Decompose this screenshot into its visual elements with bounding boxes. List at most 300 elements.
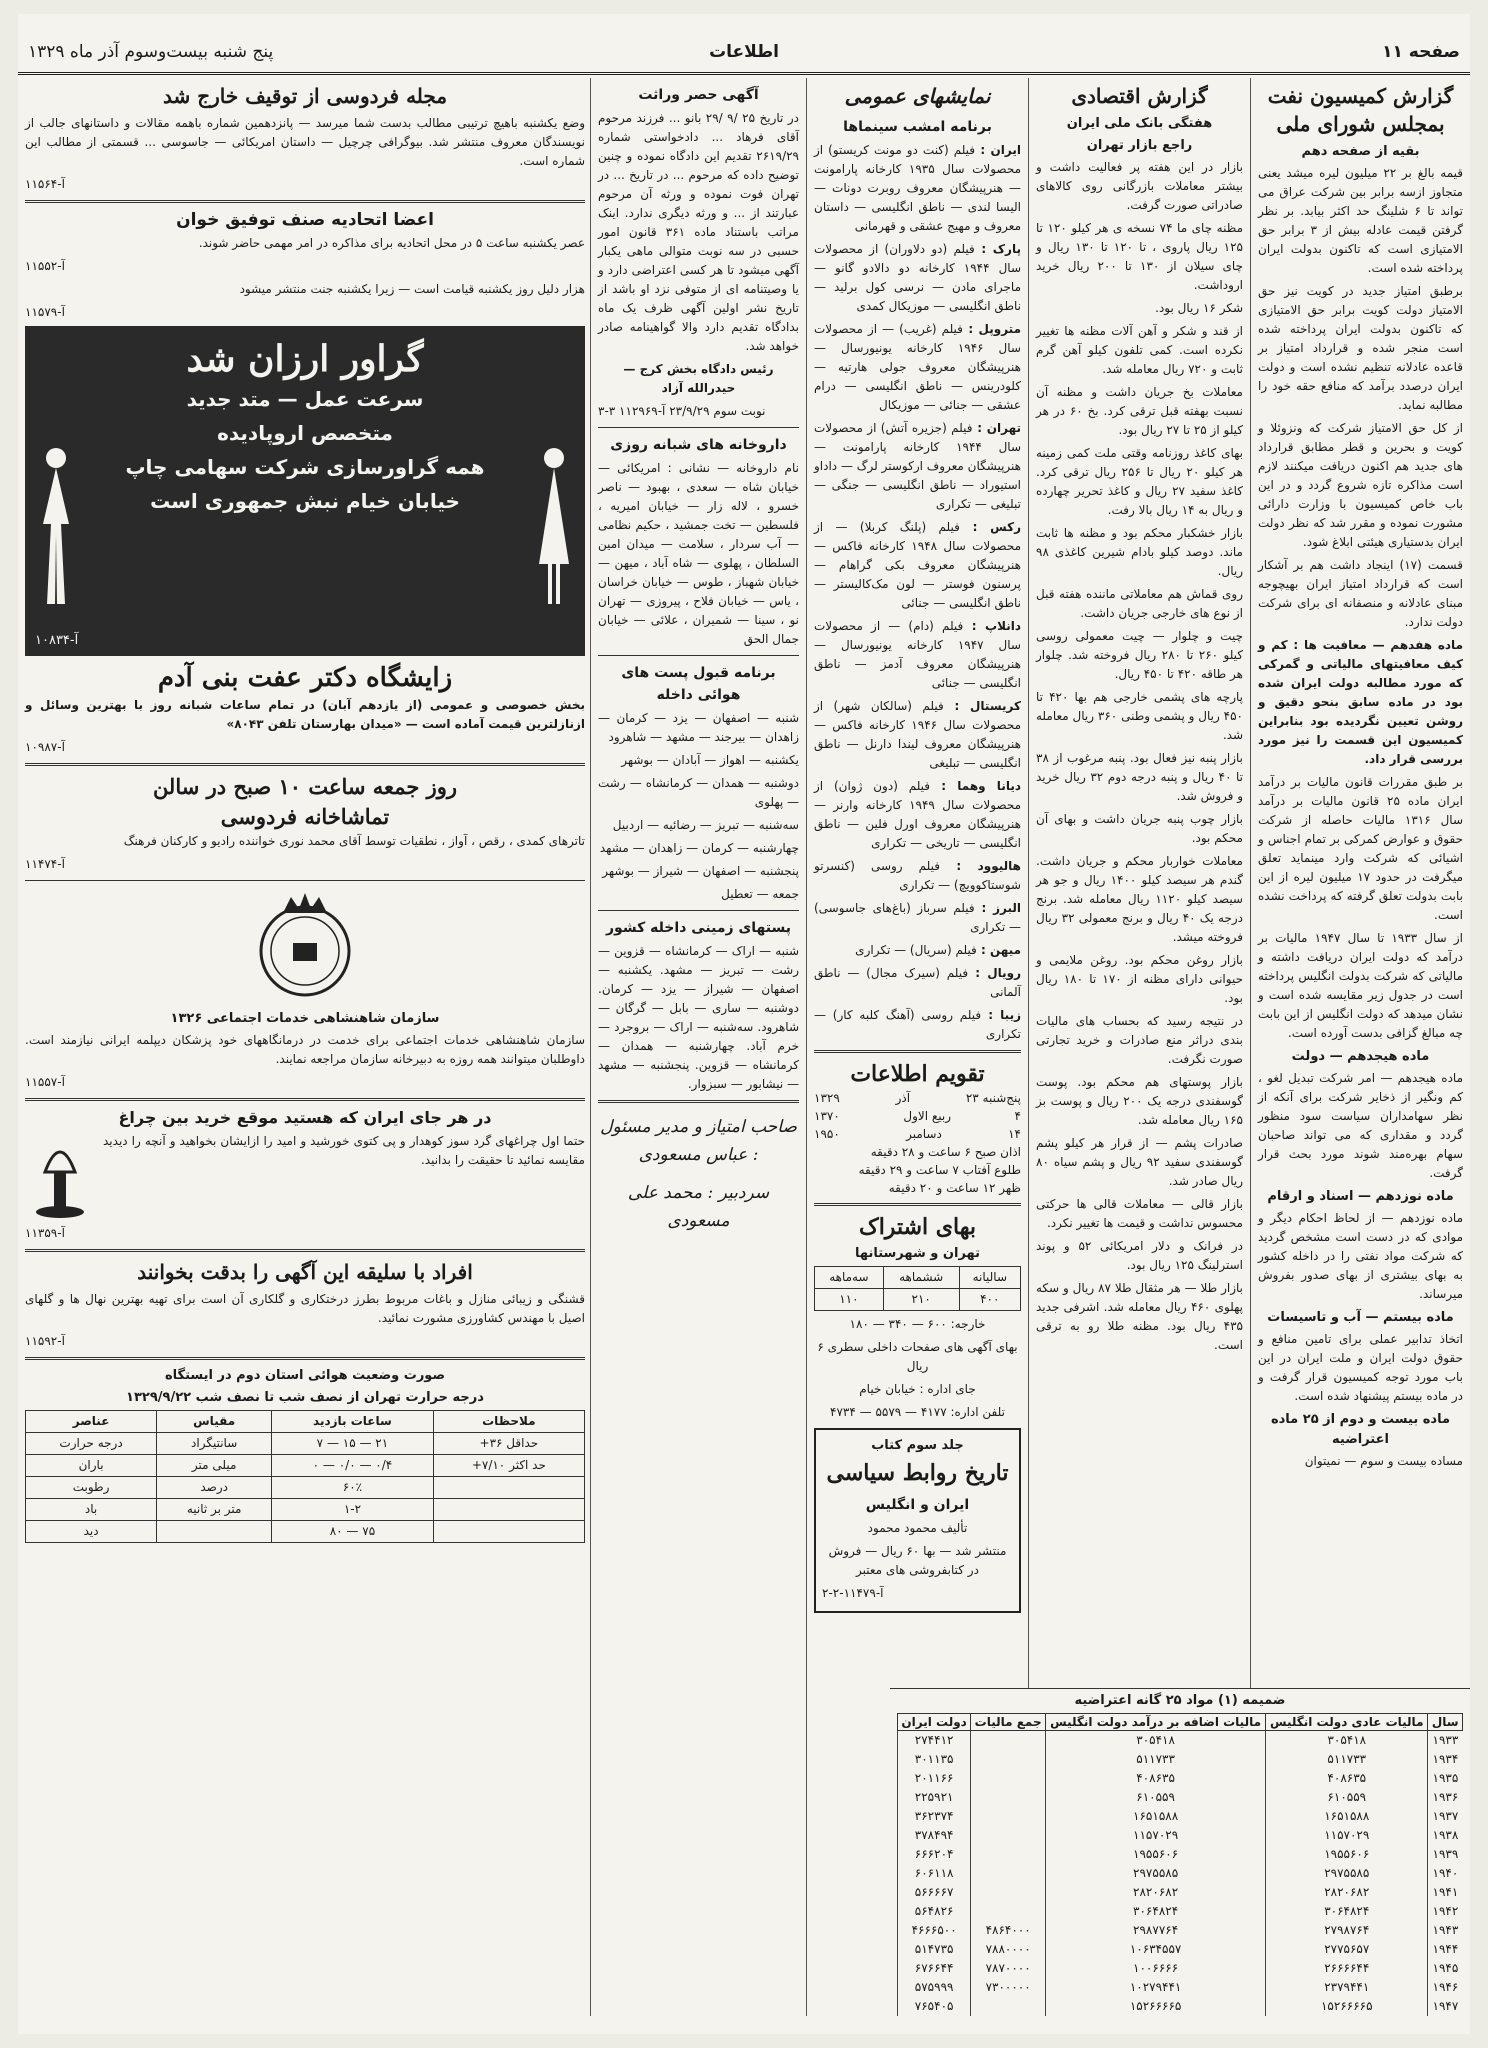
cinema-list (814, 141, 1021, 1044)
table-row (898, 1997, 1463, 2016)
cinema-name: دانلاپ : (963, 619, 1021, 633)
table-cell: ۴۰۸۶۳۵ (1266, 1769, 1428, 1788)
cinema-entry (814, 857, 1021, 895)
table-cell (433, 1499, 584, 1521)
paragraph: بهای کاغذ روزنامه وقتی ملت کمی زمینه هر کیلو ۲۰ ریال تا ۲۵۶ ریال ترقی کرد. کاغذ سفید ۲۷ ریال و کاغذ تحریر چهارده و ریال به ۱۴ ریال بالا رفت. (1036, 446, 1243, 517)
tax-table (897, 1713, 1463, 2016)
table-cell: ششماهه (883, 1267, 959, 1289)
table-cell: ۱۵۲۶۶۶۶۵ (1046, 1997, 1266, 2016)
cinema-program: فیلم (دو دلاوران) از محصولات سال ۱۹۴۴ کارخانه دو دالادو گانو — ماجرای مادن — نرسی کول برلید — ناطق انگلیسی — موزیکال کمدی (814, 242, 1022, 313)
crown-emblem-icon (245, 887, 365, 1007)
table-cell: حداقل ۳۶+ (433, 1433, 584, 1455)
paragraph: از قند و شکر و آهن آلات مظنه ها تغییر نکرده است. کمی تلفون‌ کیلو آهن گرم ثابت و ۷۲۰ ریال معامله شد. (1036, 324, 1243, 376)
cinema-program-title: برنامه امشب سینماها (843, 119, 992, 135)
table-cell (971, 1845, 1046, 1864)
engraving-line: سرعت عمل — متد جدید (186, 387, 424, 411)
cinema-name: رکس : (959, 520, 1021, 534)
table-row (26, 1433, 585, 1455)
calendar-cell: ۱۳۷۰ (814, 1109, 840, 1123)
table-cell: ۳۰۶۴۸۲۴ (1266, 1902, 1428, 1921)
mail-day: جمعه — تعطیل (721, 887, 799, 901)
paragraph: هزار دلیل روز یکشنبه قیامت است — زیرا یکشنبه جنت منتشر میشود (239, 282, 585, 296)
office-phone: تلفن اداره: ۴۱۷۷ — ۵۵۷۹ — ۴۷۳۴ (830, 1405, 1005, 1419)
table-cell: باد (26, 1499, 157, 1521)
paragraph: بر طبق مقررات قانون مالیات بر درآمد ایران ماده ۲۵ قانون مالیات بر درآمد سال ۱۳۱۶ مالیات حاصله از شرکت حقوق و عوارض کمرکی بر تمام اجناس و اشیائی که شرکت وارد مینماید تعلق میگرفت در حدود ۱۷ میلیون لیره از این بابت بدولت تعلق گرفته که پرداخت نشده است. (1258, 775, 1464, 922)
cinema-entry (814, 419, 1021, 514)
cinema-program: فیلم (پلنگ کربلا) — از محصولات سال ۱۹۴۸ کارخانه فاکس — هنرپیشگان معروف بکی گراهام — پرسنون فوستر — لون مک‌کالیستر — ناطق انگلیسی — جنائی (814, 520, 1022, 610)
table-cell: میلی متر (157, 1455, 272, 1477)
book-subtitle: ایران و انگلیس (865, 1497, 970, 1513)
cinema-name: زیبا : (981, 1008, 1021, 1022)
cinema-program: فیلم (سالکان شهر) از محصولات سال ۱۹۴۶ کارخانه فاکس — هنرپیشگان معروف لیندا دارنل — ناطق انگلیسی — تبلیغی (814, 699, 1022, 770)
table-row (898, 1845, 1463, 1864)
publisher-signature: صاحب امتیاز و مدیر مسئول : عباس مسعودی (600, 1117, 797, 1165)
table-cell: سانتیگراد (157, 1433, 272, 1455)
table-cell: ۲۳۷۹۴۴۱ (1266, 1978, 1428, 1997)
mail-day: دوشنبه — همدان — کرمانشاه — رشت — پهلوی (598, 776, 799, 809)
table-cell: ۳۶۲۳۷۴ (898, 1807, 971, 1826)
table-cell: ۱۹۳۳ (1428, 1731, 1463, 1751)
paragraph: سازمان شاهنشاهی خدمات اجتماعی برای خدمت در درمانگاههای خود پزشکان دیپلمه ایرانی نیازمند است. داوطلبان میتوانند همه روزه به دبیرخانه سازمان مراجعه نمایند. (25, 1033, 585, 1066)
table-cell: ۲۹۷۵۵۸۵ (1266, 1864, 1428, 1883)
cinema-name: رویال : (968, 966, 1021, 980)
cinema-name: دیانا وهما : (930, 779, 1021, 793)
table-cell: ۱۹۴۷ (1428, 1997, 1463, 2016)
weather-table (25, 1410, 585, 1543)
subscription-table (814, 1266, 1021, 1311)
table-header: دولت ایران (898, 1714, 971, 1731)
table-cell (433, 1521, 584, 1543)
cinema-name: کریستال : (943, 699, 1021, 713)
table-cell (971, 1788, 1046, 1807)
cinema-entry (814, 777, 1021, 853)
table-cell: ۶۰٪ (272, 1477, 434, 1499)
subscription-title: بهای اشتراک (859, 1214, 976, 1240)
ad-code: ۳-۳ نوبت سوم ۲۳/۹/۲۹ آ-۱۱۲۹۶۹ (598, 404, 766, 418)
table-cell: سه‌ماهه (815, 1267, 884, 1289)
table-cell (971, 1883, 1046, 1902)
headline-public-shows: نمایشهای عمومی (844, 84, 991, 108)
cinema-program: فیلم روسی (کنسرتو شوستاکوویچ) — تکراری (814, 859, 1021, 892)
paragraph: تاترهای کمدی ، رقص ، آواز ، نطقیات توسط آقای محمد نوری خواننده رادیو و کارکنان فرهنگ (123, 834, 585, 848)
table-cell (433, 1477, 584, 1499)
heading-land-mail: پستهای زمینی داخله کشور (606, 920, 791, 936)
table-cell: ۷۸۸۰۰۰۰ (971, 1940, 1046, 1959)
ad-code: آ-۱۱۵۹۲ (25, 1334, 65, 1348)
table-row (898, 1769, 1463, 1788)
table-cell: ۳۷۸۴۹۴ (898, 1826, 971, 1845)
calendar-row (814, 1143, 1021, 1161)
paragraph: قشنگی و زیبائی منازل و باغات مربوط بطرز درختکاری و گلکاری آن است برای تهیه بهترین نهال ها و گلهای اصیل با مهندس کشاورزی مشورت نمائید. (25, 1292, 585, 1325)
cinema-name: ایران : (975, 143, 1021, 157)
continued-from: بقیه از صفحه دهم (1301, 144, 1420, 159)
table-cell: درجه حرارت (26, 1433, 157, 1455)
ad-code: آ-۱۱۵۷۹ (25, 305, 65, 319)
newspaper-page (18, 14, 1470, 2034)
office-address: جای اداره : خیابان خیام (859, 1382, 976, 1396)
heading-union: اعضا اتحادیه صنف توفیق خوان (176, 210, 434, 230)
calendar-cell: اذان صبح ۶ ساعت و ۲۸ دقیقه (870, 1145, 1021, 1159)
table-cell: ۲۷۷۵۶۵۷ (1266, 1940, 1428, 1959)
paragraph: بازار خشکبار محکم بود و مظنه ها ثابت ماند. دوصد کیلو بادام شیرین کاغذی ۹۸ ریال. (1036, 526, 1243, 578)
table-cell: ۲۲۵۹۲۱ (898, 1788, 971, 1807)
paragraph: عصر یکشنبه ساعت ۵ در محل اتحادیه برای مذاکره در امر مهمی حاضر شوند. (198, 236, 585, 250)
table-cell: ۱۹۴۱ (1428, 1883, 1463, 1902)
paragraph: حتما اول چراغهای گرد سوز کوهدار و پی کتوی خورشید و امید را ازایشان بخواهید و آنچه را دیدید مقایسه نمائید تا حقیقت را بدانید. (103, 1134, 585, 1167)
table-cell: ۲۹۸۷۷۶۴ (1046, 1921, 1266, 1940)
paragraph: وضع یکشنبه باهیچ ترتیبی مطالب بدست شما میرسد — پانزدهمین شماره باهمه مقالات و داستانهای جالب از نویسندگان معروف منتشر شد. بیوگرافی چرچیل — داستان امریکائی — جاسوسی ... قسمتی از مطالب این شماره است. (25, 116, 585, 168)
figure-illustration-icon (37, 444, 75, 614)
subheading-bank: هفتگی بانک ملی ایران (1066, 116, 1213, 131)
page-number: صفحه ۱۱ (1382, 42, 1460, 62)
subscription-region: تهران و شهرستانها (854, 1246, 980, 1261)
cinema-entry (814, 697, 1021, 773)
table-cell: ۶۱۰۵۵۹ (1046, 1788, 1266, 1807)
cinema-program: فیلم (جزیره آتش) از محصولات سال ۱۹۴۴ کارخانه پارامونت — هنرپیشگان معروف ارکوستر لرگ — داداو استیوراد — ناطق انگلیسی — جنگی — تبلیغی — تکراری (814, 421, 1021, 511)
cinema-program: فیلم سرباز (باغ‌های جاسوسی) — تکراری (814, 901, 1021, 934)
calendar-row (814, 1125, 1021, 1143)
table-cell: ۱۹۳۶ (1428, 1788, 1463, 1807)
table-cell: ۱۰۶۳۴۵۵۷ (1046, 1940, 1266, 1959)
heading-air-mail: برنامه قبول پست های هوائی داخله (621, 665, 776, 703)
calendar-cell: پنج‌شنبه ۲۳ (965, 1091, 1021, 1105)
paragraph: از سال ۱۹۳۳ تا سال ۱۹۴۷ مالیات بر درآمد که دولت ایران دریافت داشته و مالیاتی که شرکت بدولت انگلیس پرداخته است در جدول زیر مقایسه شده است و نشان میدهد که دولت انگلیس از این بابت چه مبالغ گزافی بدست آورده است. (1258, 931, 1464, 1040)
paragraph: برطبق امتیاز جدید در کویت نیز حق الامتیاز دولت کویت برابر حق الامتیازی که تاکنون بدولت ایران پرداخته شده است منجر شده و قرارداد امتیاز بر قاعده عادلانه تنظیم نشده است و دولت ایران درصدد برآمد که منافع حقه خود را مطالبه نماید. (1258, 284, 1463, 412)
paragraph: بازار قالی — معاملات قالی ها حرکتی محسوس نداشت و قیمت ها تغییر نکرد. (1036, 1197, 1243, 1230)
table-row (898, 1921, 1463, 1940)
table-header: مالیات اضافه بر درآمد دولت انگلیس (1046, 1714, 1266, 1731)
table-cell: ۲۱۰ (883, 1289, 959, 1311)
table-cell: ۴۶۶۶۵۰۰ (898, 1921, 971, 1940)
ad-code: آ-۱۱۴۷۴ (25, 857, 65, 871)
table-cell: ۲۶۶۶۶۴۴ (1266, 1959, 1428, 1978)
table-cell: ۳۰۶۴۸۲۴ (1046, 1902, 1266, 1921)
table-cell: ۱۹۵۵۶۰۶ (1046, 1845, 1266, 1864)
cinema-entry (814, 899, 1021, 937)
subheading-market: راجع بازار تهران (1086, 138, 1193, 153)
article-heading: ماده هفدهم — معافیت ها : کم و کیف معافیتهای مالیاتی و گمرکی که مورد مطالبه دولت ایران شده بود در ماده سابق بنحو دقیق و روشن تعیین نگردیده بود بنابراین کمیسیون این قسمت را نیز مورد بررسی قرار داد. (1258, 638, 1463, 766)
headline-economic-report: گزارش اقتصادی (1071, 84, 1208, 108)
notice-signature: رئیس دادگاه بخش کرج — حیدرالله آزاد (623, 362, 774, 395)
paragraph: بازار طلا — هر مثقال طلا ۸۷ ریال و سکه پهلوی ۴۶۰ ریال معامله شد. اشرفی جدید ۴۳۵ ریال بود. مظنه طلا رو به ترقی است. (1036, 1281, 1244, 1352)
table-cell: ۳۰۱۱۳۵ (898, 1750, 971, 1769)
book-note: منتشر شد — بها ۶۰ ریال — فروش در کتابفروشی های معتبر (828, 1544, 1007, 1577)
table-cell: ۱۹۵۵۶۰۶ (1266, 1845, 1428, 1864)
paragraph: قیمه بالغ بر ۲۲ میلیون لیره میشد یعنی متجاوز ازسه برابر بین شرکت عراق می تواند تا ۶ شلینگ حد اکثر بیابد. بر نظر گرفتن قیمت عادله بیش از ۳ برابر حق الامتیازی است که تاکنون بدولت ایران پرداخته شده است. (1258, 166, 1464, 275)
paragraph: معاملات بخ جریان داشت و مظنه آن نسبت بهفته قبل ترقی کرد. بخ ۶۰ در هر کیلو از ۲۵ تا ۲۷ ریال بود. (1036, 385, 1244, 437)
cinema-entry (814, 320, 1021, 415)
heading-pharmacies: داروخانه های شبانه روزی (610, 437, 787, 453)
land-mail-schedule: شنبه — اراک — کرمانشاه — قزوین — رشت — تبریز — مشهد. یکشنبه — اصفهان — شیراز — یزد — کرمان. دوشنبه — ساری — بابل — گرگان — شاهرود. سه‌شنبه — اراک — بروجرد — خرم آباد. چهارشنبه — همدان — کرمانشاه — قزوین. پنجشنبه — مشهد — نیشابور — سبزوار. (598, 944, 799, 1091)
table-cell: ۵۶۶۶۶۷ (898, 1883, 971, 1902)
calendar-cell: ۱۳۲۹ (814, 1091, 840, 1105)
table-cell: ۱۰۰۶۶۶۶ (1046, 1959, 1266, 1978)
article-heading: ماده هیجدهم — دولت (1291, 1049, 1430, 1064)
table-cell: ۷۵ — ۸۰ (272, 1521, 434, 1543)
table-cell: ۲۷۴۴۱۲ (898, 1731, 971, 1751)
cinema-program: فیلم (کنت دو مونت کریستو) از محصولات سال ۱۹۳۵ کارخانه پارامونت — هنرپیشگان معروف روبرت دونات — الیسا لندی — ناطق انگلیسی — داستان معروف و مهیج عشقی و قهرمانی (814, 143, 1021, 233)
tax-comparison-block (890, 1688, 1470, 2016)
paragraph: در نتیجه رسید که بحساب های مالیات بندی دراثر منع صادرات و خرید تجارتی صورت نگرفت. (1036, 1014, 1243, 1066)
cinema-entry (814, 941, 1021, 960)
paragraph: شکر ۱۶ ریال بود. (1155, 301, 1243, 315)
table-cell: ۴۰۰ (959, 1289, 1020, 1311)
heading-inheritance-notice: آگهی حصر وراثت (638, 87, 759, 103)
ad-code: آ-۱۱۴۷۹-۲-۲ (822, 1586, 884, 1600)
paragraph: بازار در این هفته پر فعالیت داشت و بیشتر معاملات بازرگانی روی کالاهای صادراتی صورت گرفت. (1036, 160, 1243, 212)
calendar-title: تقویم اطلاعات (850, 1061, 985, 1087)
social-services-emblem (25, 887, 585, 1007)
paragraph: مساده بیست و سوم — نمیتوان (1304, 1454, 1463, 1468)
table-cell: ۵۷۵۹۹۹ (898, 1978, 971, 1997)
ad-code: آ-۱۱۵۵۲ (25, 259, 65, 273)
paragraph: ماده هیجدهم — امر شرکت تبدیل لغو ، کم ونگیر از ذخایر شرکت برای آنکه از نظر سهامداران سیاست سود منظور گردد و مقداری که می تواند صاحبان سهام بهره‌مند شوند مورد بحث قرار گرفت. (1258, 1071, 1463, 1180)
mail-day: سه‌شنبه — تبریز — رضائیه — اردبیل (612, 818, 799, 832)
ad-code: آ-۱۱۵۶۴ (25, 177, 65, 191)
paragraph: از کل حق الامتیاز شرکت که ونزوئلا و کویت و بحرین و قطر مطابق قرارداد های جدید هم اکنون دریافت میکنند لازم است مذاکره تازه شروع گردد و در این باب خاص کمیسیون با وزارت دارائی مشورت نموده و مقرر شد که نظر دولت ایران بدستیاری هیئتی ابلاغ شود. (1258, 421, 1463, 549)
cinema-entry (814, 240, 1021, 316)
table-row (898, 1826, 1463, 1845)
table-header: ملاحظات (433, 1411, 584, 1433)
table-cell: ۱۹۳۸ (1428, 1826, 1463, 1845)
table-cell: رطوبت (26, 1477, 157, 1499)
paragraph: صادرات پشم — از قرار هر کیلو پشم گوسفندی سفید ۹۲ ریال و پشم سیاه ۸۰ ریال صادر شد. (1036, 1136, 1243, 1188)
table-row (815, 1267, 1021, 1289)
cinema-name: متروپل : (962, 322, 1021, 336)
table-row (898, 1959, 1463, 1978)
figure-illustration-icon (535, 444, 573, 614)
table-row (26, 1521, 585, 1543)
table-cell: ۱۵۲۶۶۶۶۵ (1266, 1997, 1428, 2016)
table-row (26, 1455, 585, 1477)
table-cell: ۱۹۳۴ (1428, 1750, 1463, 1769)
paragraph: در فرانک و دلار امریکائی ۵۲ و پوند استرلینگ ۱۲۵ ریال بود. (1036, 1239, 1244, 1272)
cinema-name: هالیوود : (939, 859, 1021, 873)
cinema-entry (814, 518, 1021, 613)
subscription-foreign: خارجه: ۶۰۰ — ۳۴۰ — ۱۸۰ (849, 1317, 986, 1331)
table-cell: درصد (157, 1477, 272, 1499)
heading-garden-ad: افراد با سلیقه این آگهی را بدقت بخوانند (137, 1260, 473, 1284)
table-header: مقیاس (157, 1411, 272, 1433)
table-cell: ۳۰۵۴۱۸ (1046, 1731, 1266, 1751)
table-cell (971, 1807, 1046, 1826)
calendar-cell: ربیع الاول (903, 1109, 951, 1123)
calendar-cell: آذر (895, 1091, 911, 1105)
cinema-program: فیلم (دام) — از محصولات سال ۱۹۴۷ کارخانه یونیورسال — هنرپیشگان معروف آدمز — ناطق انگلیسی — جنائی (814, 619, 1021, 690)
table-cell (971, 1750, 1046, 1769)
table-cell: ۴۰۸۶۳۵ (1046, 1769, 1266, 1788)
cinema-program: فیلم روسی (آهنگ کلبه کار) — تکراری (814, 1008, 1021, 1041)
table-cell: ۲۸۲۰۶۸۲ (1266, 1883, 1428, 1902)
table-row (898, 1883, 1463, 1902)
table-cell: متر بر ثانیه (157, 1499, 272, 1521)
table-cell: ۵۱۴۷۳۵ (898, 1940, 971, 1959)
ad-code: آ-۱۱۳۵۹ (25, 1226, 65, 1240)
table-cell: ۷۸۷۰۰۰۰ (971, 1959, 1046, 1978)
lamp-icon (25, 1132, 95, 1222)
mail-day: چهارشنبه — کرمان — زاهدان — مشهد (599, 841, 799, 855)
table-cell: ۲۷۹۸۷۶۴ (1266, 1921, 1428, 1940)
paragraph: قسمت (۱۷) اینجاد داشت هم بر آشکار است که قرارداد امتیاز ایران بهیچوجه مبنای عادلانه و منصفانه ای برای شرکت دولت ندارد. (1258, 558, 1463, 629)
paragraph: بخش خصوصی و عمومی (از یازدهم آبان) در تمام ساعات شبانه روز با بهترین وسائل و ازنازلترین قیمت آماده است — «میدان بهارستان تلفن ۸۰۴۳» (25, 698, 585, 731)
column-notices (590, 78, 806, 2016)
table-cell: ۱۹۴۴ (1428, 1940, 1463, 1959)
calendar-row (814, 1161, 1021, 1179)
calendar (814, 1089, 1021, 1197)
table-cell: ۶۰۶۱۱۸ (898, 1864, 971, 1883)
table-row (898, 1940, 1463, 1959)
table-cell: ۴۸۶۴۰۰۰ (971, 1921, 1046, 1940)
table-cell: ۱۹۴۶ (1428, 1978, 1463, 1997)
mail-day: پنجشنبه — اصفهان — شیراز — بوشهر (602, 864, 799, 878)
table-cell (157, 1521, 272, 1543)
paragraph: پارچه های پشمی خارجی هم بها ۴۲۰ تا ۴۵۰ ریال و پشمی وطنی ۳۶۰ ریال معامله شد. (1036, 690, 1243, 742)
article-heading: ماده بیست و دوم از ۲۵ ماده اعتراضیه (1270, 1412, 1451, 1447)
emblem-caption: سازمان شاهنشاهی خدمات اجتماعی ۱۳۲۶ (170, 1011, 440, 1026)
table-cell: حد اکثر ۷/۱۰+ (433, 1455, 584, 1477)
book-ad (814, 1428, 1021, 1613)
table-cell: ۰/۴ — ۰/۰ — ۰ (272, 1455, 434, 1477)
engraving-line: همه گراورسازی شرکت سهامی چاپ (125, 455, 485, 479)
table-cell: ۲۱ — ۱۵ — ۷ (272, 1433, 434, 1455)
table-cell: ۲۰۱۱۶۶ (898, 1769, 971, 1788)
table-header: ساعات بازدید (272, 1411, 434, 1433)
table-row (898, 1978, 1463, 1997)
ad-code: آ-۱۱۵۵۷ (25, 1075, 65, 1089)
table-cell (971, 1997, 1046, 2016)
heading-ferdowsi-theater: تماشاخانه فردوسی (220, 804, 390, 829)
cinema-entry (814, 141, 1021, 236)
editor-signature: سردبیر : محمد علی مسعودی (627, 1183, 770, 1231)
headline-ferdowsi-magazine: مجله فردوسی از توقیف خارج شد (162, 84, 448, 108)
calendar-cell: ۱۴ (1008, 1127, 1021, 1141)
paragraph: چیت و چلوار — چیت معمولی روسی کیلو ۲۶۰ تا ۲۸۰ ریال فروخته شد. چلوار هر طاقه ۴۲۰ تا ۴۵۰ ریال. (1036, 629, 1244, 681)
pharmacy-list: نام داروخانه — نشانی : امریکائی — خیابان شاه — سعدی ، بهبود — ناصر خسرو ، لاله زار — خیابان امیریه ، فلسطین — تخت جمشید ، حکیم نظامی — آب سردار ، سلامت — میدان امین السلطان ، پهلوی — شاه آباد ، میهن — خیابان شهباز ، طوس — خیابان خراسان ، یاس — خیابان فلاح ، پیروزی — تهران نو ، سینا — شمیران ، علائی — خیابان جمال الحق (598, 461, 799, 646)
table-cell (971, 1769, 1046, 1788)
calendar-row (814, 1089, 1021, 1107)
cinema-name: تهران : (972, 421, 1022, 435)
table-cell: ۶۶۶۲۰۴ (898, 1845, 971, 1864)
table-cell: ۱۹۳۵ (1428, 1769, 1463, 1788)
calendar-cell: ظهر ۱۲ ساعت و ۲۰ دقیقه (888, 1181, 1021, 1195)
cinema-program: فیلم (غریب) — از محصولات سال ۱۹۴۶ کارخانه یونیورسال — هنرپیشگان معروف جولی هارتیه — کلودرینس — ناطق انگلیسی — درام عشقی — جنائی — موزیکال (814, 322, 1021, 412)
heading-maternity-clinic: زایشگاه دکتر عفت بنی آدم (157, 663, 453, 693)
paragraph: در تاریخ ۲۵ /۹ /۲۹ بانو ... فرزند مرحوم آقای فرهاد ... دادخواستی شماره ۲۶۱۹/۲۹ تقدیم این دادگاه نموده و چنین توضیح داده که مرحوم ... در تاریخ ... در تهران فوت نموده و ورثه آن مرحوم عبارتند از ... و ورثه دیگری ندارد. اینک مراتب باستناد ماده ۳۶۱ قانون امور حسبی در سه نوبت متوالی ماهی یکبار آگهی میشود تا هر کسی اعتراضی دارد و یا وصیتنامه ای از متوفی نزد او باشد از تاریخ نشر اولین آگهی ظرف یک ماه بدادگاه تقدیم دارد والا گواهینامه صادر خواهد شد. (598, 111, 799, 353)
table-row (898, 1750, 1463, 1769)
table-row (898, 1807, 1463, 1826)
cinema-program: فیلم (سیرک مجال) — ناطق آلمانی (814, 966, 1021, 999)
calendar-row (814, 1107, 1021, 1125)
cinema-program: فیلم (سریال) — تکراری (855, 943, 977, 957)
newspaper-name: اطلاعات (709, 42, 779, 62)
book-title: تاریخ روابط سیاسی (826, 1460, 1009, 1486)
table-header: جمع مالیات (971, 1714, 1046, 1731)
calendar-cell: ۴ (1014, 1109, 1021, 1123)
mail-day: یکشنبه — اهواز — آبادان — بوشهر (621, 753, 799, 767)
table-row (26, 1499, 585, 1521)
table-cell (971, 1864, 1046, 1883)
calendar-cell: ۱۹۵۰ (814, 1127, 840, 1141)
table-row (815, 1289, 1021, 1311)
weather-subtitle: درجه حرارت تهران از نصف شب تا نصف شب ۱۳۲۹/۹/۲۲ (126, 1390, 484, 1405)
table-cell: ۵۱۱۷۳۳ (1046, 1750, 1266, 1769)
table-row (898, 1902, 1463, 1921)
book-author: تألیف محمود محمود (867, 1521, 968, 1535)
heading-lamp-ad: در هر جای ایران که هستید موقع خرید بین چراغ (118, 1108, 492, 1127)
table-header-row (898, 1714, 1463, 1731)
cinema-entry (814, 964, 1021, 1002)
table-cell: ۷۳۰۰۰۰۰ (971, 1978, 1046, 1997)
paragraph: مظنه چای ما ۷۴ نسخه ی هر کیلو ۱۲۰ تا ۱۲۵ ریال پاروی ، تا ۱۲۰ تا ۱۳۰ ریال و چای سیلان از ۱۳۰ تا ۲۰۰ ریال خرید اروداشت. (1036, 221, 1243, 292)
table-cell: ۷۶۵۴۰۵ (898, 1997, 971, 2016)
table-header-row (26, 1411, 585, 1433)
cinema-entry (814, 617, 1021, 693)
table-cell: ۲۸۲۰۶۸۲ (1046, 1883, 1266, 1902)
table-caption: ضمیمه (۱) مواد ۲۵ گانه اعتراضیه (1074, 1693, 1286, 1708)
page-header (18, 34, 1470, 75)
table-cell: ۶۷۶۶۴۴ (898, 1959, 971, 1978)
table-row (26, 1477, 585, 1499)
ad-rate-note: بهای آگهی های صفحات داخلی سطری ۶ ریال (817, 1340, 1018, 1373)
engraving-line: متخصص اروپادیده (217, 421, 393, 445)
mail-day: شنبه — اصفهان — یزد — کرمان — زاهدان — بیرجند — مشهد — شاهرود (598, 711, 799, 744)
table-row (898, 1864, 1463, 1883)
engraving-ad (25, 326, 585, 656)
table-cell: ۱۶۵۱۵۸۸ (1046, 1807, 1266, 1826)
table-cell: ۳۰۵۴۱۸ (1266, 1731, 1428, 1751)
table-cell: ۵۶۴۸۲۶ (898, 1902, 971, 1921)
weather-title: صورت وضعیت هوائی استان دوم در ایستگاه (164, 1368, 446, 1383)
paragraph: روی قماش هم معاملاتی ماننده هفته قبل از نوع های خارجی جریان داشت. (1036, 587, 1243, 620)
paragraph: معاملات خواربار محکم و جریان داشت. گندم هر سیصد کیلو ۱۴۰۰ ریال و جو هر سیصد کیلو ۱۱۲۰ ریال معامله شد. برنج درجه یک ۴۰ ریال و برنج معمولی ۳۲ ریال فروخته میشد. (1036, 854, 1243, 944)
table-cell: ۲۹۷۵۵۸۵ (1046, 1864, 1266, 1883)
paragraph: ماده نوزدهم — از لحاظ احکام دیگر و موادی که در دست است مشخص گردید که شرکت مواد نفتی را در داخله کشور به بهای بیشتری از بهای صدور بفروش میرساند. (1258, 1211, 1463, 1301)
table-cell: باران (26, 1455, 157, 1477)
calendar-row (814, 1179, 1021, 1197)
cinema-name: پارک : (974, 242, 1021, 256)
paragraph: بازار پوستهای هم محکم بود. پوست گوسفندی درجه یک ۲۰۰ ریال و پوست بز ۱۶۵ ریال معامله شد. (1036, 1075, 1243, 1127)
heading-friday-show: روز جمعه ساعت ۱۰ صبح در سالن (152, 774, 458, 799)
table-cell: ۶۱۰۵۵۹ (1266, 1788, 1428, 1807)
ad-code: آ-۱۰۸۳۴ (35, 633, 79, 648)
headline-oil-commission: گزارش کمیسیون نفت بمجلس شورای ملی (1267, 84, 1454, 136)
table-cell: ۱-۲ (272, 1499, 434, 1521)
paragraph: بازار روغن محکم بود. روغن ملایمی و حیوانی دارای مظنه از ۱۷۰ تا ۱۸۰ ریال بود. (1036, 953, 1244, 1005)
engraving-line: خیابان خیام نبش جمهوری است (150, 489, 460, 513)
engraving-headline: گراور ارزان شد (186, 338, 424, 380)
calendar-cell: طلوع آفتاب ۷ ساعت و ۲۹ دقیقه (858, 1163, 1021, 1177)
table-cell: ۱۱۵۷۰۲۹ (1266, 1826, 1428, 1845)
cinema-program: فیلم (دون ژوان) از محصولات سال ۱۹۴۹ کارخانه وارنر — هنرپیشگان معروف اورل فلین — ناطق انگلیسی — تاریخی — تکراری (814, 779, 1021, 850)
paragraph: بازار چوب پنبه جریان داشت و بهای آن محکم بود. (1036, 812, 1243, 845)
table-row (898, 1788, 1463, 1807)
table-cell (971, 1902, 1046, 1921)
table-cell: دید (26, 1521, 157, 1543)
table-cell: ۱۶۵۱۵۸۸ (1266, 1807, 1428, 1826)
article-heading: ماده بیستم — آب و تاسیسات (1267, 1310, 1454, 1325)
table-cell: ۵۱۱۷۳۳ (1266, 1750, 1428, 1769)
cinema-name: البرز : (974, 901, 1021, 915)
table-cell: ۱۹۴۳ (1428, 1921, 1463, 1940)
table-header: سال (1428, 1714, 1463, 1731)
book-label: جلد سوم کتاب (871, 1438, 964, 1453)
table-cell (971, 1731, 1046, 1751)
paragraph: بازار پنبه نیز فعال بود. پنبه مرغوب از ۳۸ تا ۴۰ ریال و پنبه درجه دوم ۳۲ ریال خرید و فروش شد. (1036, 751, 1244, 803)
table-cell: ۱۹۳۷ (1428, 1807, 1463, 1826)
article-heading: ماده نوزدهم — اسناد و ارقام (1267, 1189, 1454, 1204)
table-cell: ۱۹۴۲ (1428, 1902, 1463, 1921)
table-cell: ۱۹۴۵ (1428, 1959, 1463, 1978)
